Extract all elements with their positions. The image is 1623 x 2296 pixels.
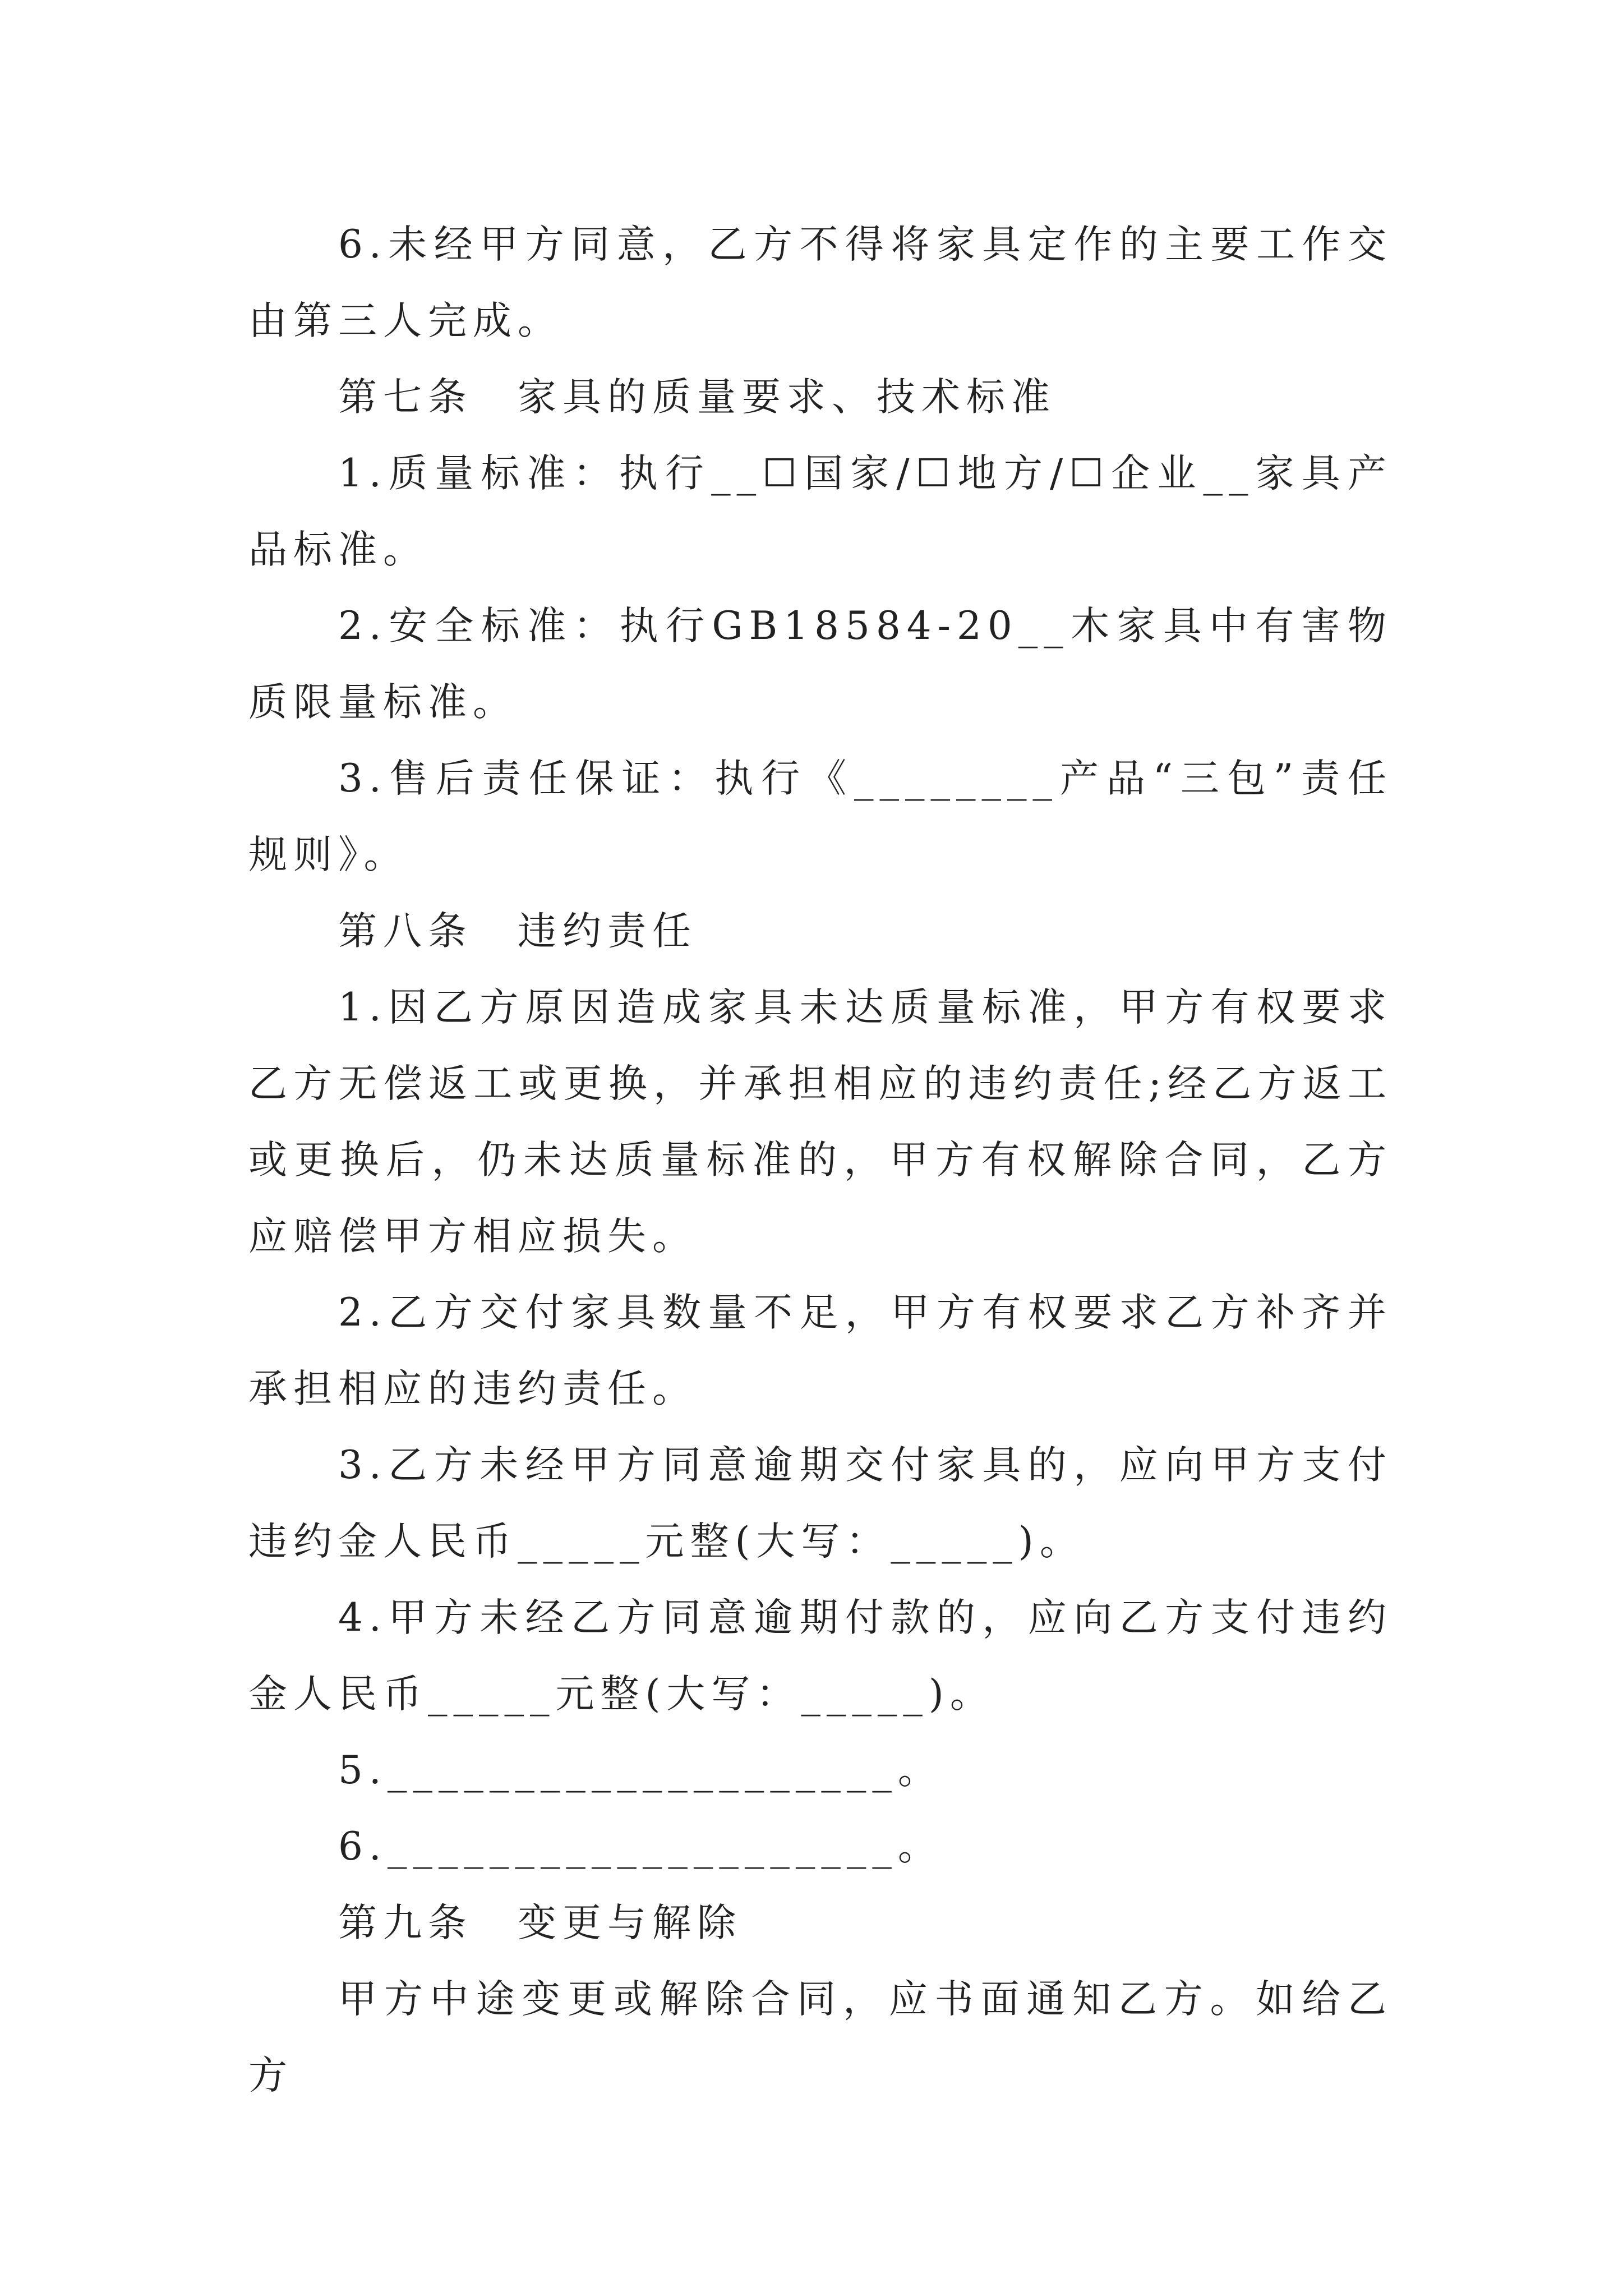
article-7-heading: 第七条 家具的质量要求、技术标准 (338, 375, 1056, 420)
clause-7-1-quality-standard: 1.质量标准：执行__☐国家/☐地方/☐企业__家具产品标准。 (248, 451, 1393, 572)
clause-7-2-safety-standard: 2.安全标准：执行GB18584-20__木家具中有害物质限量标准。 (248, 604, 1393, 725)
clause-9-change-termination: 甲方中途变更或解除合同，应书面通知乙方。如给乙方 (248, 1977, 1393, 2098)
clause-6-6-subcontract: 6.未经甲方同意，乙方不得将家具定作的主要工作交由第三人完成。 (248, 222, 1393, 343)
clause-8-2-quantity-shortage: 2.乙方交付家具数量不足，甲方有权要求乙方补齐并承担相应的违约责任。 (248, 1290, 1393, 1411)
document-body (248, 206, 1393, 2114)
article-8-heading: 第八条 违约责任 (338, 909, 697, 954)
article-9-heading: 第九条 变更与解除 (338, 1901, 742, 1945)
clause-8-1-quality-breach: 1.因乙方原因造成家具未达质量标准，甲方有权要求乙方无偿返工或更换，并承担相应的违约责任;经乙方返工或更换后，仍未达质量标准的，甲方有权解除合同，乙方应赔偿甲方相应损失。 (248, 985, 1393, 1259)
clause-8-5-blank: 5.____________________。 (338, 1748, 943, 1793)
clause-8-4-late-payment: 4.甲方未经乙方同意逾期付款的，应向乙方支付违约金人民币_____元整(大写：_____)。 (248, 1595, 1393, 1717)
clause-7-3-after-sales: 3.售后责任保证：执行《________产品“三包”责任规则》。 (248, 756, 1393, 877)
clause-8-6-blank: 6.____________________。 (338, 1824, 943, 1869)
clause-8-3-late-delivery: 3.乙方未经甲方同意逾期交付家具的，应向甲方支付违约金人民币_____元整(大写：_____)。 (248, 1443, 1393, 1564)
